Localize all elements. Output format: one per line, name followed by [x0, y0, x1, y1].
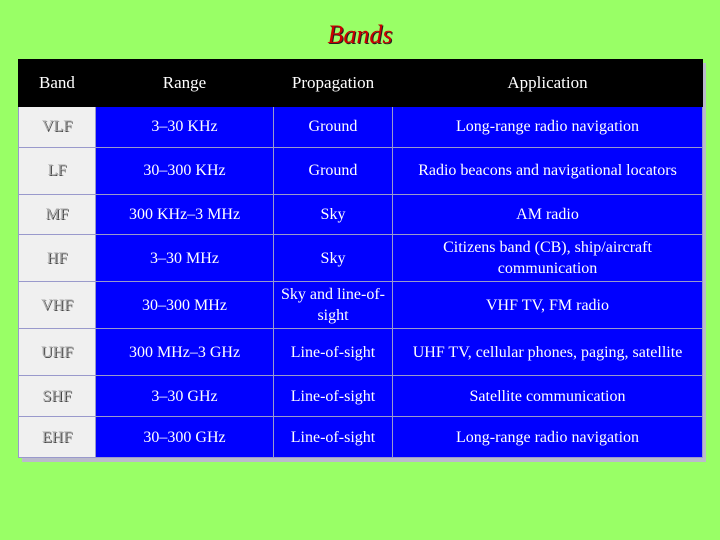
- table-row: [19, 147, 703, 194]
- band-cell: VLF: [19, 107, 96, 148]
- range-cell: 3–30 KHz: [96, 107, 274, 148]
- application-cell: Radio beacons and navigational locators: [393, 147, 703, 194]
- application-cell: VHF TV, FM radio: [393, 282, 703, 329]
- application-cell: Long-range radio navigation: [393, 107, 703, 148]
- propagation-cell: Line-of-sight: [274, 329, 393, 376]
- range-cell: 300 KHz–3 MHz: [96, 194, 274, 235]
- band-cell: LF: [19, 147, 96, 194]
- application-cell: UHF TV, cellular phones, paging, satellite: [393, 329, 703, 376]
- table-row: [19, 329, 703, 376]
- band-cell: VHF: [19, 282, 96, 329]
- propagation-cell: Line-of-sight: [274, 417, 393, 458]
- application-cell: Satellite communication: [393, 376, 703, 417]
- bands-table: [18, 59, 703, 458]
- range-cell: 30–300 MHz: [96, 282, 274, 329]
- propagation-cell: Sky and line-of-sight: [274, 282, 393, 329]
- table-row: [19, 376, 703, 417]
- propagation-cell: Sky: [274, 235, 393, 282]
- band-cell: SHF: [19, 376, 96, 417]
- propagation-cell: Line-of-sight: [274, 376, 393, 417]
- table-row: [19, 107, 703, 148]
- page-title: Bands: [327, 20, 393, 49]
- band-cell: HF: [19, 235, 96, 282]
- table-row: [19, 235, 703, 282]
- range-cell: 30–300 GHz: [96, 417, 274, 458]
- range-cell: 300 MHz–3 GHz: [96, 329, 274, 376]
- range-cell: 3–30 MHz: [96, 235, 274, 282]
- header-range: Range: [96, 60, 274, 107]
- table-row: [19, 417, 703, 458]
- application-cell: AM radio: [393, 194, 703, 235]
- propagation-cell: Sky: [274, 194, 393, 235]
- band-cell: MF: [19, 194, 96, 235]
- band-cell: UHF: [19, 329, 96, 376]
- table-row: [19, 194, 703, 235]
- application-cell: Long-range radio navigation: [393, 417, 703, 458]
- propagation-cell: Ground: [274, 107, 393, 148]
- range-cell: 3–30 GHz: [96, 376, 274, 417]
- header-propagation: Propagation: [274, 60, 393, 107]
- table-row: [19, 282, 703, 329]
- application-cell: Citizens band (CB), ship/aircraft communication: [393, 235, 703, 282]
- range-cell: 30–300 KHz: [96, 147, 274, 194]
- propagation-cell: Ground: [274, 147, 393, 194]
- header-row: [19, 60, 703, 107]
- header-application: Application: [393, 60, 703, 107]
- band-cell: EHF: [19, 417, 96, 458]
- header-band: Band: [19, 60, 96, 107]
